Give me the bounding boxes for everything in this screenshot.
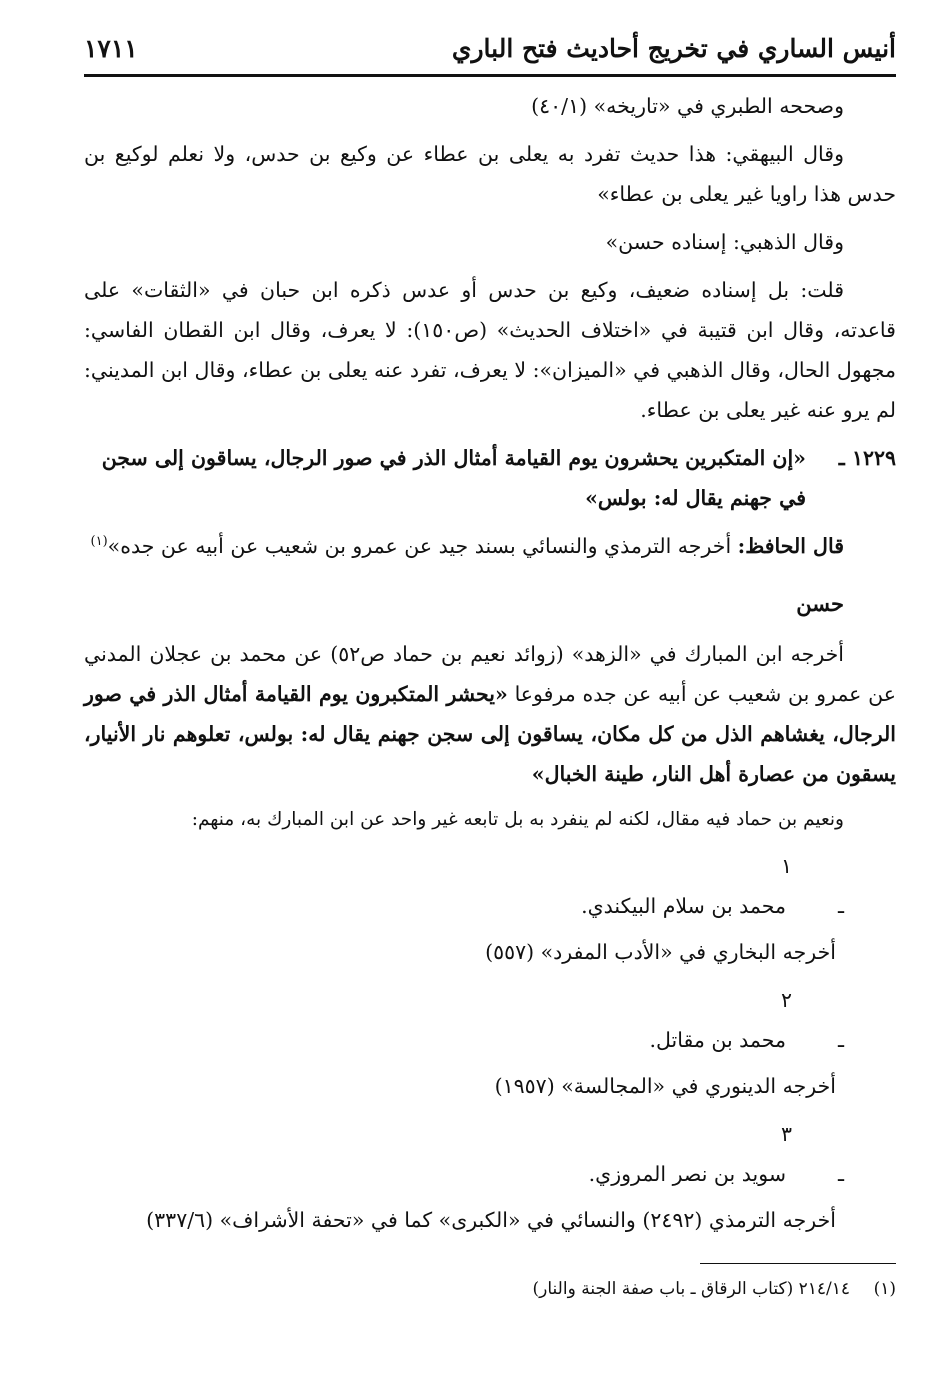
dhahabi-paragraph: وقال الذهبي: إسناده حسن» (605, 230, 844, 254)
hadith-number: ١٢٢٩ ـ (838, 446, 896, 470)
page-body (84, 86, 896, 1240)
list-item (84, 980, 896, 1060)
narrator-list (84, 846, 896, 1240)
narrator-name: محمد بن مقاتل. (649, 1028, 786, 1052)
author-comment-paragraph: قلت: بل إسناده ضعيف، وكيع بن حدس أو عدس ذكره ابن حبان في «الثقات» على قاعدته، وقال ابن قتيبة في «اختلاف الحديث» (ص١٥٠): لا يعرف، وقال ابن القطان الفاسي: مجهول الحال، وقال الذهبي في «الميزان»: لا يعرف، تفرد عنه يعلى بن عطاء، وقال ابن المديني: لم يرو عنه غير يعلى بن عطاء. (84, 278, 896, 422)
narrator-name: سويد بن نصر المروزي. (588, 1162, 786, 1186)
footnote-divider (700, 1263, 896, 1264)
list-item (84, 1114, 896, 1194)
footnote (84, 1274, 896, 1304)
naim-note-paragraph: ونعيم بن حماد فيه مقال، لكنه لم ينفرد به بل تابعه غير واحد عن ابن المبارك به، منهم: (191, 809, 844, 830)
page-header (84, 30, 896, 77)
hafiz-label: قال الحافظ: (737, 534, 844, 558)
narrator-source: أخرجه الدينوري في «المجالسة» (١٩٥٧) (494, 1074, 836, 1098)
book-title: أنيس الساري في تخريج أحاديث فتح الباري (451, 34, 896, 63)
hadith-grade: حسن (796, 591, 844, 616)
footnote-mark: (١) (873, 1279, 896, 1299)
takhrij-matn: «يحشر المتكبرون يوم القيامة أمثال الذر في صور الرجال، يغشاهم الذل من كل مكان، يساقون إلى سجن جهنم يقال له: بولس، تعلوهم نار الأنيار، يسقون من عصارة أهل النار، طينة الخبال» (84, 682, 896, 786)
footnote-reference[interactable]: (١) (90, 534, 108, 550)
hadith-text: «إن المتكبرين يحشرون يوم القيامة أمثال الذر في صور الرجال، يساقون إلى سجن في جهنم يقال له: بولس» (101, 446, 806, 510)
hadith-entry (84, 438, 896, 518)
page-number: ١٧١١ (84, 34, 138, 63)
takhrij-paragraph (84, 634, 896, 794)
hafiz-text: أخرجه الترمذي والنسائي بسند جيد عن عمرو بن شعيب عن أبيه عن جده» (107, 534, 732, 558)
narrator-name: محمد بن سلام البيكندي. (581, 894, 786, 918)
tabari-paragraph: وصححه الطبري في «تاريخه» (٤٠/١) (531, 94, 844, 118)
takhrij-intro: أخرجه ابن المبارك في «الزهد» (زوائد نعيم بن حماد ص٥٢) عن محمد بن عجلان المدني عن عمرو بن شعيب عن أبيه عن جده مرفوعا (84, 642, 896, 706)
list-item-number: ٣ ـ (780, 1122, 844, 1186)
bayhaqi-paragraph: وقال البيهقي: هذا حديث تفرد به يعلى بن عطاء عن وكيع بن حدس، ولا نعلم لوكيع بن حدس هذا راويا غير يعلى بن عطاء» (84, 142, 896, 206)
narrator-source: أخرجه الترمذي (٢٤٩٢) والنسائي في «الكبرى» كما في «تحفة الأشراف» (٣٣٧/٦) (146, 1208, 836, 1232)
footnote-text: ٢١٤/١٤ (كتاب الرقاق ـ باب صفة الجنة والنار) (532, 1279, 850, 1299)
list-item-number: ١ ـ (780, 854, 844, 918)
list-item (84, 846, 896, 926)
narrator-source: أخرجه البخاري في «الأدب المفرد» (٥٥٧) (485, 940, 836, 964)
hafiz-paragraph (84, 526, 896, 566)
list-item-number: ٢ ـ (780, 988, 844, 1052)
